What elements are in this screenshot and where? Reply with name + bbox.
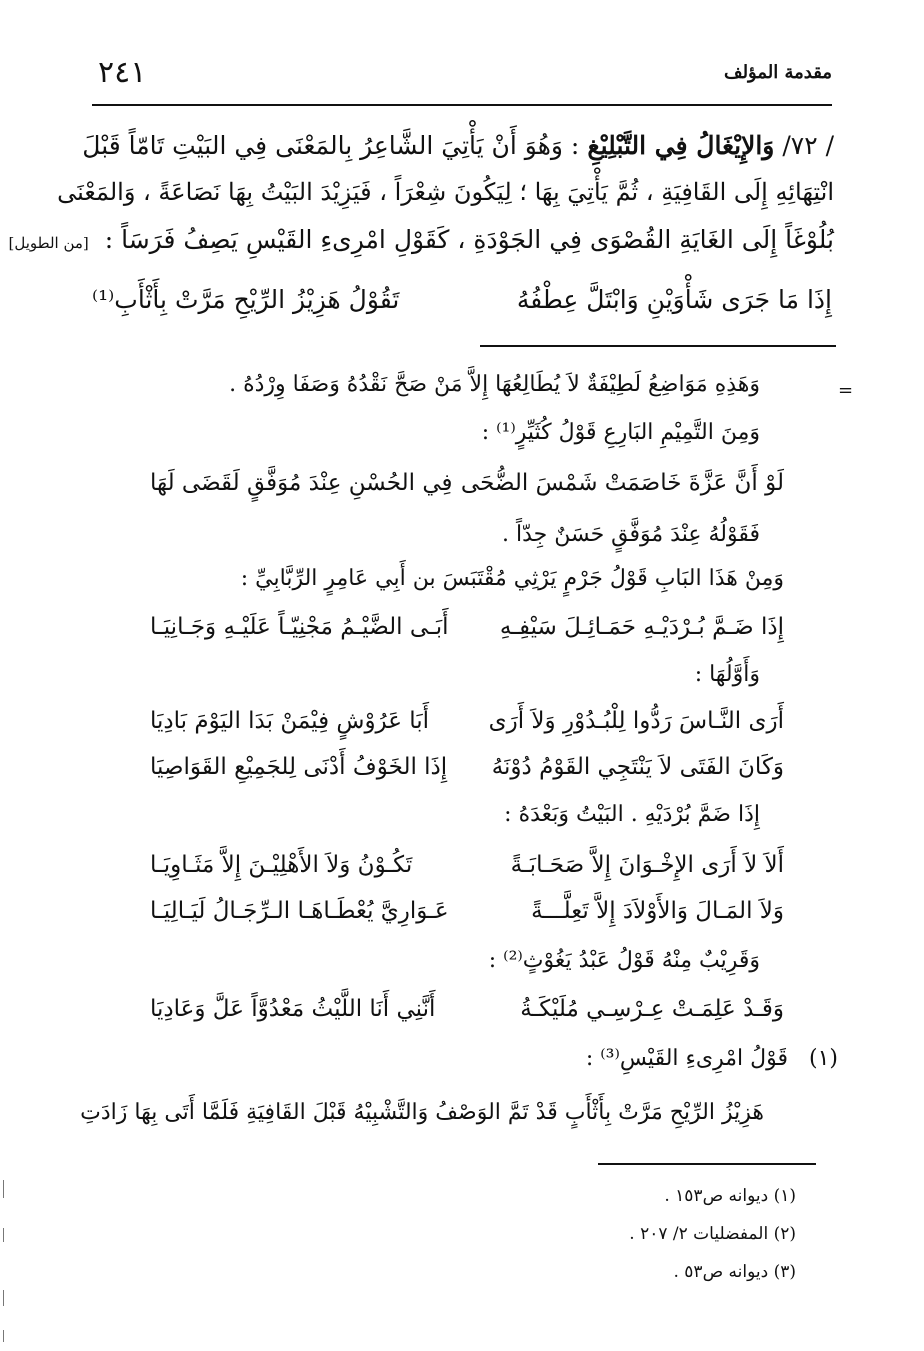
note-verse-5-second: تَكُـوْنُ وَلاَ الأَهْلِيْـنَ إِلاَّ مَثَـاوِيَـا: [150, 852, 413, 878]
note-verse-3-second: أَبَا عَرُوْشٍ فِيْمَنْ بَدَا اليَوْمَ بَادِيَا: [150, 708, 430, 734]
note-line-9: هَزِيْزُ الرِّيْحِ مَرَّتْ بِأَثْأَبٍ قَدْ تَمَّ الوَصْفُ وَالتَّشْبِيْهُ قَبْلَ القَافِيَةِ فَلَمَّا أَتَى بِهَا زَادَتِ: [80, 1100, 764, 1125]
main-line-3-text: بُلُوْغَاً إِلَى الغَايَةِ القُصْوَى فِي الجَوْدَةِ ، كَقَوْلِ امْرِىءِ القَيْسِ يَصِفُ فَرَسَاً :: [104, 225, 834, 254]
main-line-1-number: / ٧٢/: [782, 131, 834, 160]
note-verse-4-first: وَكَانَ الفَتَى لاَ يَنْتَجِي القَوْمُ دُوْنَهُ: [491, 754, 784, 780]
main-verse-first-hemistich: إِذَا مَا جَرَى شَأْوَيْنِ وَابْتَلَّ عِطْفُهُ: [516, 285, 832, 314]
main-verse: [92, 285, 832, 331]
note-line-6: إِذَا ضَمَّ بُرْدَيْهِ . البَيْتُ وَبَعْدَهُ :: [504, 802, 760, 827]
main-line-1: [82, 128, 834, 164]
note-line-2: وَمِنَ التَّمِيْمِ البَارِعِ قَوْلُ كُثَيِّرٍ⁽¹⁾ :: [481, 420, 760, 445]
note-line-5: وَأَوَّلُهَا :: [694, 662, 760, 687]
note-verse-4-second: إِذَا الخَوْفُ أَدْنَى لِلجَمِيْعِ القَوَاصِيَا: [150, 754, 448, 780]
continuation-marker: =: [838, 380, 854, 401]
note-verse-2-first: إِذَا ضَـمَّ بُـرْدَيْـهِ حَمَـائِـلَ سَيْفِـهِ: [499, 614, 784, 640]
scan-edge-mark: [3, 1290, 4, 1306]
main-verse-second-hemistich: تَقُوْلُ هَزِيْزُ الرِّيْحِ مَرَّتْ بِأَثْأَبِ⁽¹⁾: [92, 285, 400, 314]
main-line-3: [9, 222, 834, 261]
main-line-2: انْتِهَائِهِ إِلَى القَافِيَةِ ، ثُمَّ يَأْتِيَ بِهَا ؛ لِيَكُونَ شِعْرَاً ، فَيَزِيْدَ البَيْتُ بِهَا نَصَاعَةً ، وَالمَعْنَى: [57, 178, 834, 206]
note-verse-1-second: فِي الحُسْنِ عِنْدَ مُوَفَّقٍ لَقَضَى لَهَا: [150, 470, 453, 496]
text-divider: [480, 345, 836, 347]
main-line-1-term: وَالإِيْغَالُ فِي التَّبْلِيْغِ: [587, 131, 775, 160]
note-line-1: وَهَذِهِ مَوَاضِعُ لَطِيْفَةٌ لاَ يُطَالِعُهَا إِلاَّ مَنْ صَحَّ نَقْدُهُ وَصَفَا وِرْدُهُ .: [229, 372, 760, 397]
scan-edge-mark: [3, 1180, 4, 1198]
note-verse-6-first: وَلاَ المَـالَ وَالأَوْلاَدَ إِلاَّ تَعِلَّـــةً: [531, 898, 784, 924]
note-line-4: وَمِنْ هَذَا البَابِ قَوْلُ جَرْمٍ يَرْثِي مُقْتَبَسَ بن أَبِي عَامِرٍ الرِّبَّابِيِّ :: [240, 566, 784, 591]
note-verse-5: [150, 852, 784, 898]
note-line-8: [586, 1046, 838, 1071]
scan-edge-mark: [3, 1330, 4, 1342]
note-line-3: فَقَوْلُهُ عِنْدَ مُوَفَّقٍ حَسَنٌ جِدّاً .: [501, 522, 760, 547]
section-title: مقدمة المؤلف: [723, 62, 832, 83]
footnote-1: (١) ديوانه ص١٥٣ .: [664, 1186, 796, 1206]
note-verse-1: [150, 470, 784, 516]
note-verse-2-second: أَبَـى الضَّيْـمُ مَجْنِيّـاً عَلَيْـهِ وَجَـانِيَـا: [150, 614, 449, 640]
footnote-divider: [598, 1163, 816, 1165]
note-verse-7-first: وَقَـدْ عَلِمَـتْ عِـرْسِـي مُلَيْكَـةُ: [520, 996, 784, 1022]
note-verse-2: [150, 614, 784, 660]
note-line-8-text: قَوْلُ امْرِىءِ القَيْسِ⁽³⁾ :: [585, 1046, 788, 1071]
meter-label: [من الطويل]: [8, 234, 89, 252]
header-rule: [92, 104, 832, 106]
scan-edge-mark: [3, 1228, 4, 1242]
note-line-8-number: (١): [808, 1046, 838, 1071]
note-verse-5-first: أَلاَ لاَ أَرَى الإِخْـوَانَ إِلاَّ صَحَـابَـةً: [510, 852, 784, 878]
note-verse-4: [150, 754, 784, 800]
footnote-2: (٢) المفضليات ٢/ ٢٠٧ .: [629, 1224, 796, 1244]
main-line-1-text: : وَهُوَ أَنْ يَأْتِيَ الشَّاعِرُ بِالمَعْنَى فِي البَيْتِ تَامّاً قَبْلَ: [82, 131, 580, 160]
footnote-3: (٣) ديوانه ص٥٣ .: [673, 1262, 796, 1282]
note-verse-7-second: أَنَّنِي أَنَا اللَّيْثُ مَعْدُوَّاً عَلَّ وَعَادِيَا: [150, 996, 436, 1022]
note-verse-3-first: أَرَى النَّـاسَ رَدُّوا لِلْبُـدُوْرِ وَلاَ أَرَى: [488, 708, 784, 734]
page-number: ٢٤١: [98, 55, 147, 90]
note-verse-6-second: عَـوَارِيَّ يُعْطَـاهَـا الـرِّجَـالُ لَيَـالِيَـا: [150, 898, 449, 924]
note-verse-6: [150, 898, 784, 944]
note-verse-3: [150, 708, 784, 754]
note-verse-7: [150, 996, 784, 1042]
note-verse-1-first: لَوْ أَنَّ عَزَّةَ خَاصَمَتْ شَمْسَ الضُّحَى: [460, 470, 784, 496]
note-line-7: وَقَرِيْبٌ مِنْهُ قَوْلُ عَبْدُ يَغُوْثٍ⁽²⁾ :: [488, 948, 760, 973]
